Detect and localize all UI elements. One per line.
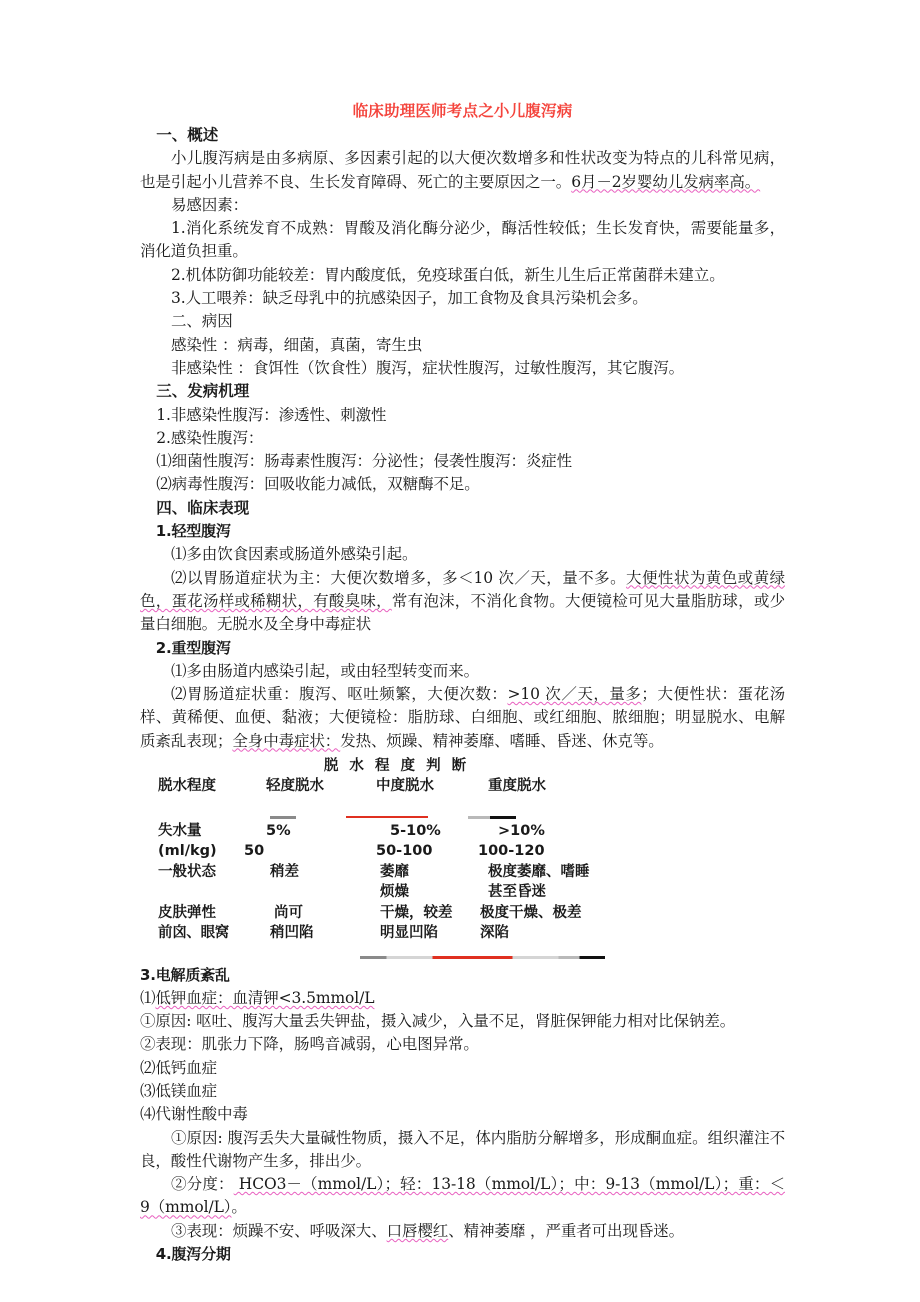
table-row <box>158 923 785 944</box>
severe-diarrhea-line-1: ⑴多由肠道内感染引起，或由轻型转变而来。 <box>171 661 480 680</box>
etiology-noninfectious: 非感染性 ：食饵性（饮食性）腹泻，症状性腹泻，过敏性腹泻，其它腹泻。 <box>171 358 685 377</box>
row-moderate: 干燥，较差 <box>380 904 453 921</box>
severe-diarrhea-text-b: ；大便性状：蛋花汤样、黄稀便、血便、黏液；大便镜检：脂肪球、白细胞、或红细胞、脓细胞；明显脱水、电解质紊乱表现； <box>140 685 785 750</box>
row-severe: 100-120 <box>478 843 545 860</box>
table-color-marks <box>158 814 785 821</box>
row-severe: >10% <box>498 822 545 839</box>
mark-red-icon <box>346 816 428 818</box>
severe-diarrhea-line-2 <box>140 683 785 753</box>
acidosis-grading <box>140 1173 785 1220</box>
metabolic-acidosis-line: ⑷代谢性酸中毒 <box>140 1105 248 1124</box>
hypokalemia-prefix: ⑴ <box>140 988 156 1007</box>
hypokalemia-manifestation: ②表现：肌张力下降，肠鸣音减弱，心电图异常。 <box>140 1035 479 1054</box>
gradient-rule-icon <box>360 956 605 959</box>
acidosis-grading-suffix: 。 <box>231 1198 247 1217</box>
list-item-susceptibility-1: 1.消化系统发育不成熟：胃酸及消化酶分泌少，酶活性较低；生长发育快，需要能量多，消化道负担重。 <box>140 219 785 261</box>
mark-grey-icon <box>270 816 296 819</box>
acidosis-cause: ①原因: 腹泻丢失大量碱性物质，摄入不足，体内脂肪分解增多，形成酮血症。组织灌注不良，酸性代谢物产生多，排出少。 <box>140 1128 785 1170</box>
hypokalemia-line <box>140 987 785 1010</box>
pathogenesis-line-1: 1.非感染性腹泻：渗透性、刺激性 <box>156 405 387 424</box>
hypokalemia-marked: 低钾血症：血清钾<3.5mmol/L <box>155 988 375 1007</box>
hypokalemia-cause: ①原因: 呕吐、腹泻大量丢失钾盐，摄入减少，入量不足，肾脏保钾能力相对比保钠差。 <box>140 1012 736 1031</box>
row-severe: 甚至昏迷 <box>488 884 546 901</box>
acidosis-manifestation-a: ③表现：烦躁不安、呼吸深大、 <box>171 1221 387 1240</box>
table-bottom-separator-wrap <box>140 950 785 964</box>
mark-light-grey-icon <box>468 816 490 819</box>
acidosis-grading-marked: HCO3－（mmol/L）；轻：13-18（mmol/L）；中：9-13（mmol/L）；重：＜9（mmol/L） <box>140 1175 785 1217</box>
row-mild: 稍凹陷 <box>270 925 314 942</box>
dehydration-table-grid <box>158 776 785 944</box>
table-header-row <box>158 776 785 797</box>
severe-diarrhea-text-marked-2: 全身中毒症状： <box>232 731 341 750</box>
row-mild: 尚可 <box>274 904 303 921</box>
dehydration-table <box>140 756 785 944</box>
section-heading-overview: 一、概述 <box>156 126 219 144</box>
subheading-electrolyte-disorder: 3.电解质紊乱 <box>140 965 230 984</box>
section-heading-pathogenesis: 三、发病机理 <box>156 382 250 401</box>
list-item-susceptibility-3: 3.人工喂养：缺乏母乳中的抗感染因子，加工食物及食具污染机会多。 <box>171 289 648 308</box>
overview-text: 小儿腹泻病是由多病原、多因素引起的以大便次数增多和性状改变为特点的儿科常见病，也是引起小儿营养不良、生长发育障碍、死亡的主要原因之一。 <box>140 149 785 191</box>
table-row <box>158 903 785 924</box>
pathogenesis-line-4: ⑵病毒性腹泻：回吸收能力减低，双糖酶不足。 <box>156 475 480 494</box>
section-heading-clinical: 四、临床表现 <box>156 498 250 517</box>
acidosis-manifestation-b: 、精神萎靡 ，严重者可出现昏迷。 <box>448 1221 685 1240</box>
table-header-degree: 脱水程度 <box>158 778 216 795</box>
subheading-diarrhea-staging: 4.腹泻分期 <box>155 1245 231 1264</box>
table-header-mild: 轻度脱水 <box>266 778 324 795</box>
table-header-severe: 重度脱水 <box>488 778 546 795</box>
row-severe: 极度萎靡、嗜睡 <box>488 863 590 880</box>
table-header-moderate: 中度脱水 <box>376 778 434 795</box>
mild-diarrhea-line-1: ⑴多由饮食因素或肠道外感染引起。 <box>171 545 418 564</box>
row-severe: 极度干燥、极差 <box>480 904 582 921</box>
pathogenesis-line-3: ⑴细菌性腹泻：肠毒素性腹泻：分泌性；侵袭性腹泻：炎症性 <box>156 452 573 471</box>
subheading-severe-diarrhea: 2.重型腹泻 <box>155 638 231 657</box>
hypomagnesemia-line: ⑶低镁血症 <box>140 1082 218 1100</box>
row-moderate: 50-100 <box>376 843 433 860</box>
row-moderate: 明显凹陷 <box>380 925 438 942</box>
row-moderate: 5-10% <box>390 822 441 839</box>
severe-diarrhea-text-a: ⑵胃肠道症状重：腹泻、呕吐频繁，大便次数： <box>171 685 508 704</box>
table-spacer <box>158 797 785 814</box>
mild-diarrhea-text-marked: 大便性状为黄色或黄绿色，蛋花汤样或稀糊状，有酸臭味， <box>140 568 785 610</box>
row-label: 一般状态 <box>158 863 216 880</box>
acidosis-manifestation-marked: 口唇樱红 <box>386 1221 449 1240</box>
row-label: 失水量 <box>158 822 202 839</box>
overview-text-marked: 6月－2岁婴幼儿发病率高。 <box>571 172 761 191</box>
mild-diarrhea-line-2 <box>140 567 785 637</box>
mild-diarrhea-text-b: 常有泡沫，不消化食物。大便镜检可见大量脂肪球，或少量白细胞。无脱水及全身中毒症状 <box>140 591 785 634</box>
table-row <box>158 821 785 842</box>
row-severe: 深陷 <box>480 925 509 942</box>
table-row <box>158 862 785 883</box>
page-title: 临床助理医师考点之小儿腹泻病 <box>352 102 573 120</box>
pathogenesis-line-2: 2.感染性腹泻： <box>156 428 264 447</box>
list-item-susceptibility-2: 2.机体防御功能较差：胃内酸度低，免疫球蛋白低，新生儿生后正常菌群未建立。 <box>171 265 725 284</box>
mild-diarrhea-text-a: ⑵以胃肠道症状为主：大便次数增多，多＜10 次／天，量不多。 <box>171 568 627 587</box>
severe-diarrhea-text-c: 发热、烦躁、精神萎靡、嗜睡、昏迷、休克等。 <box>340 731 664 750</box>
acidosis-grading-prefix: ②分度： <box>171 1175 234 1194</box>
acidosis-manifestation <box>140 1220 785 1243</box>
row-mild: 5% <box>266 822 291 839</box>
row-label: (ml/kg) <box>158 843 217 860</box>
hypocalcemia-line: ⑵低钙血症 <box>140 1058 218 1077</box>
document-content <box>140 100 785 1266</box>
paragraph-overview <box>140 147 785 194</box>
mark-black-icon <box>490 816 516 819</box>
dehydration-table-title: 脱 水 程 度 判 断 <box>323 758 470 775</box>
subheading-mild-diarrhea: 1.轻型腹泻 <box>155 522 231 541</box>
row-mild: 50 <box>244 843 265 860</box>
table-row <box>158 841 785 862</box>
row-moderate: 萎靡 <box>380 863 409 880</box>
row-label: 前囟、眼窝 <box>158 925 229 942</box>
severe-diarrhea-text-marked: >10 次／天，量多 <box>507 685 642 704</box>
paragraph-susceptibility-label: 易感因素： <box>171 195 249 214</box>
section-heading-etiology: 二、病因 <box>171 312 233 331</box>
row-label: 皮肤弹性 <box>158 904 216 921</box>
etiology-infectious: 感染性 ：病毒，细菌，真菌，寄生虫 <box>171 335 423 354</box>
table-row <box>158 882 785 903</box>
row-mild: 稍差 <box>270 863 299 880</box>
row-moderate: 烦燥 <box>380 884 409 901</box>
